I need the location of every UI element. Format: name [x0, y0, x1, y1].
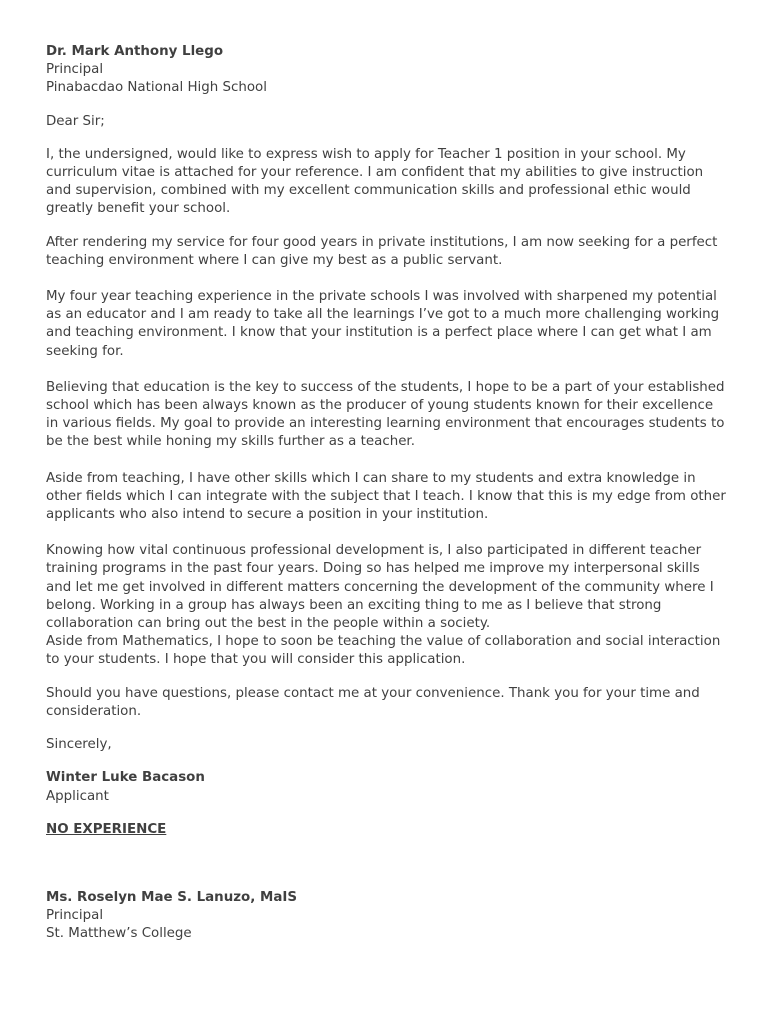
closing: Sincerely, — [46, 737, 112, 753]
signer-name: Winter Luke Bacason — [46, 770, 205, 786]
paragraph-5: Aside from teaching, I have other skills which I can share to my students and extra knowledge in other fields which I can integrate with the subject that I teach. I know that this is my edge from other applicants who also intend to secure a position in your institution. — [46, 470, 726, 523]
signer-role: Applicant — [46, 788, 109, 804]
paragraph-7: Aside from Mathematics, I hope to soon be teaching the value of collaboration and social interaction to your students. I hope that you will consider this application. — [46, 634, 721, 668]
recipient2-title: Principal — [46, 908, 104, 924]
recipient2-name: Ms. Roselyn Mae S. Lanuzo, MaIS — [46, 889, 297, 905]
section-heading: NO EXPERIENCE — [46, 821, 167, 837]
recipient2-block — [46, 889, 726, 944]
paragraph-4: Believing that education is the key to success of the students, I hope to be a part of your established school which has been always known as the producer of young students known for their excellence in various fields. My goal to provide an interesting learning environment that encourages students to be the best while honing my skills further as a teacher. — [46, 379, 725, 450]
salutation: Dear Sir; — [46, 113, 105, 129]
paragraph-1: I, the undersigned, would like to express wish to apply for Teacher 1 position in your school. My curriculum vitae is attached for your reference. I am confident that my abilities to give instruction and supervision, combined with my excellent communication skills and professional ethic would greatly benefit your school. — [46, 146, 704, 217]
recipient-name: Dr. Mark Anthony Llego — [46, 44, 224, 59]
signer-block — [46, 769, 726, 805]
paragraph-2: After rendering my service for four good years in private institutions, I am now seeking for a perfect teaching environment where I can give my best as a public servant. — [46, 234, 718, 268]
recipient-school: Pinabacdao National High School — [46, 80, 267, 96]
paragraph-3: My four year teaching experience in the private schools I was involved with sharpened my potential as an educator and I am ready to take all the learnings I’ve got to a much more challenging working and teaching environment. I know that your institution is a perfect place where I can get what I am seeking for. — [46, 289, 720, 359]
recipient2-school: St. Matthew’s College — [46, 926, 192, 942]
paragraph-6: Knowing how vital continuous professional development is, I also participated in different teacher training programs in the past four years. Doing so has helped me improve my interpersonal skills and let me get involved in different matters concerning the development of the community where I belong. Working in a group has always been an exciting thing to me as I believe that strong collaboration can bring out the best in the people within a society. — [46, 543, 714, 632]
letter-page — [46, 43, 726, 944]
recipient-block — [46, 43, 726, 98]
paragraph-8: Should you have questions, please contact me at your convenience. Thank you for your time and consideration. — [46, 685, 700, 719]
recipient-title: Principal — [46, 62, 104, 78]
